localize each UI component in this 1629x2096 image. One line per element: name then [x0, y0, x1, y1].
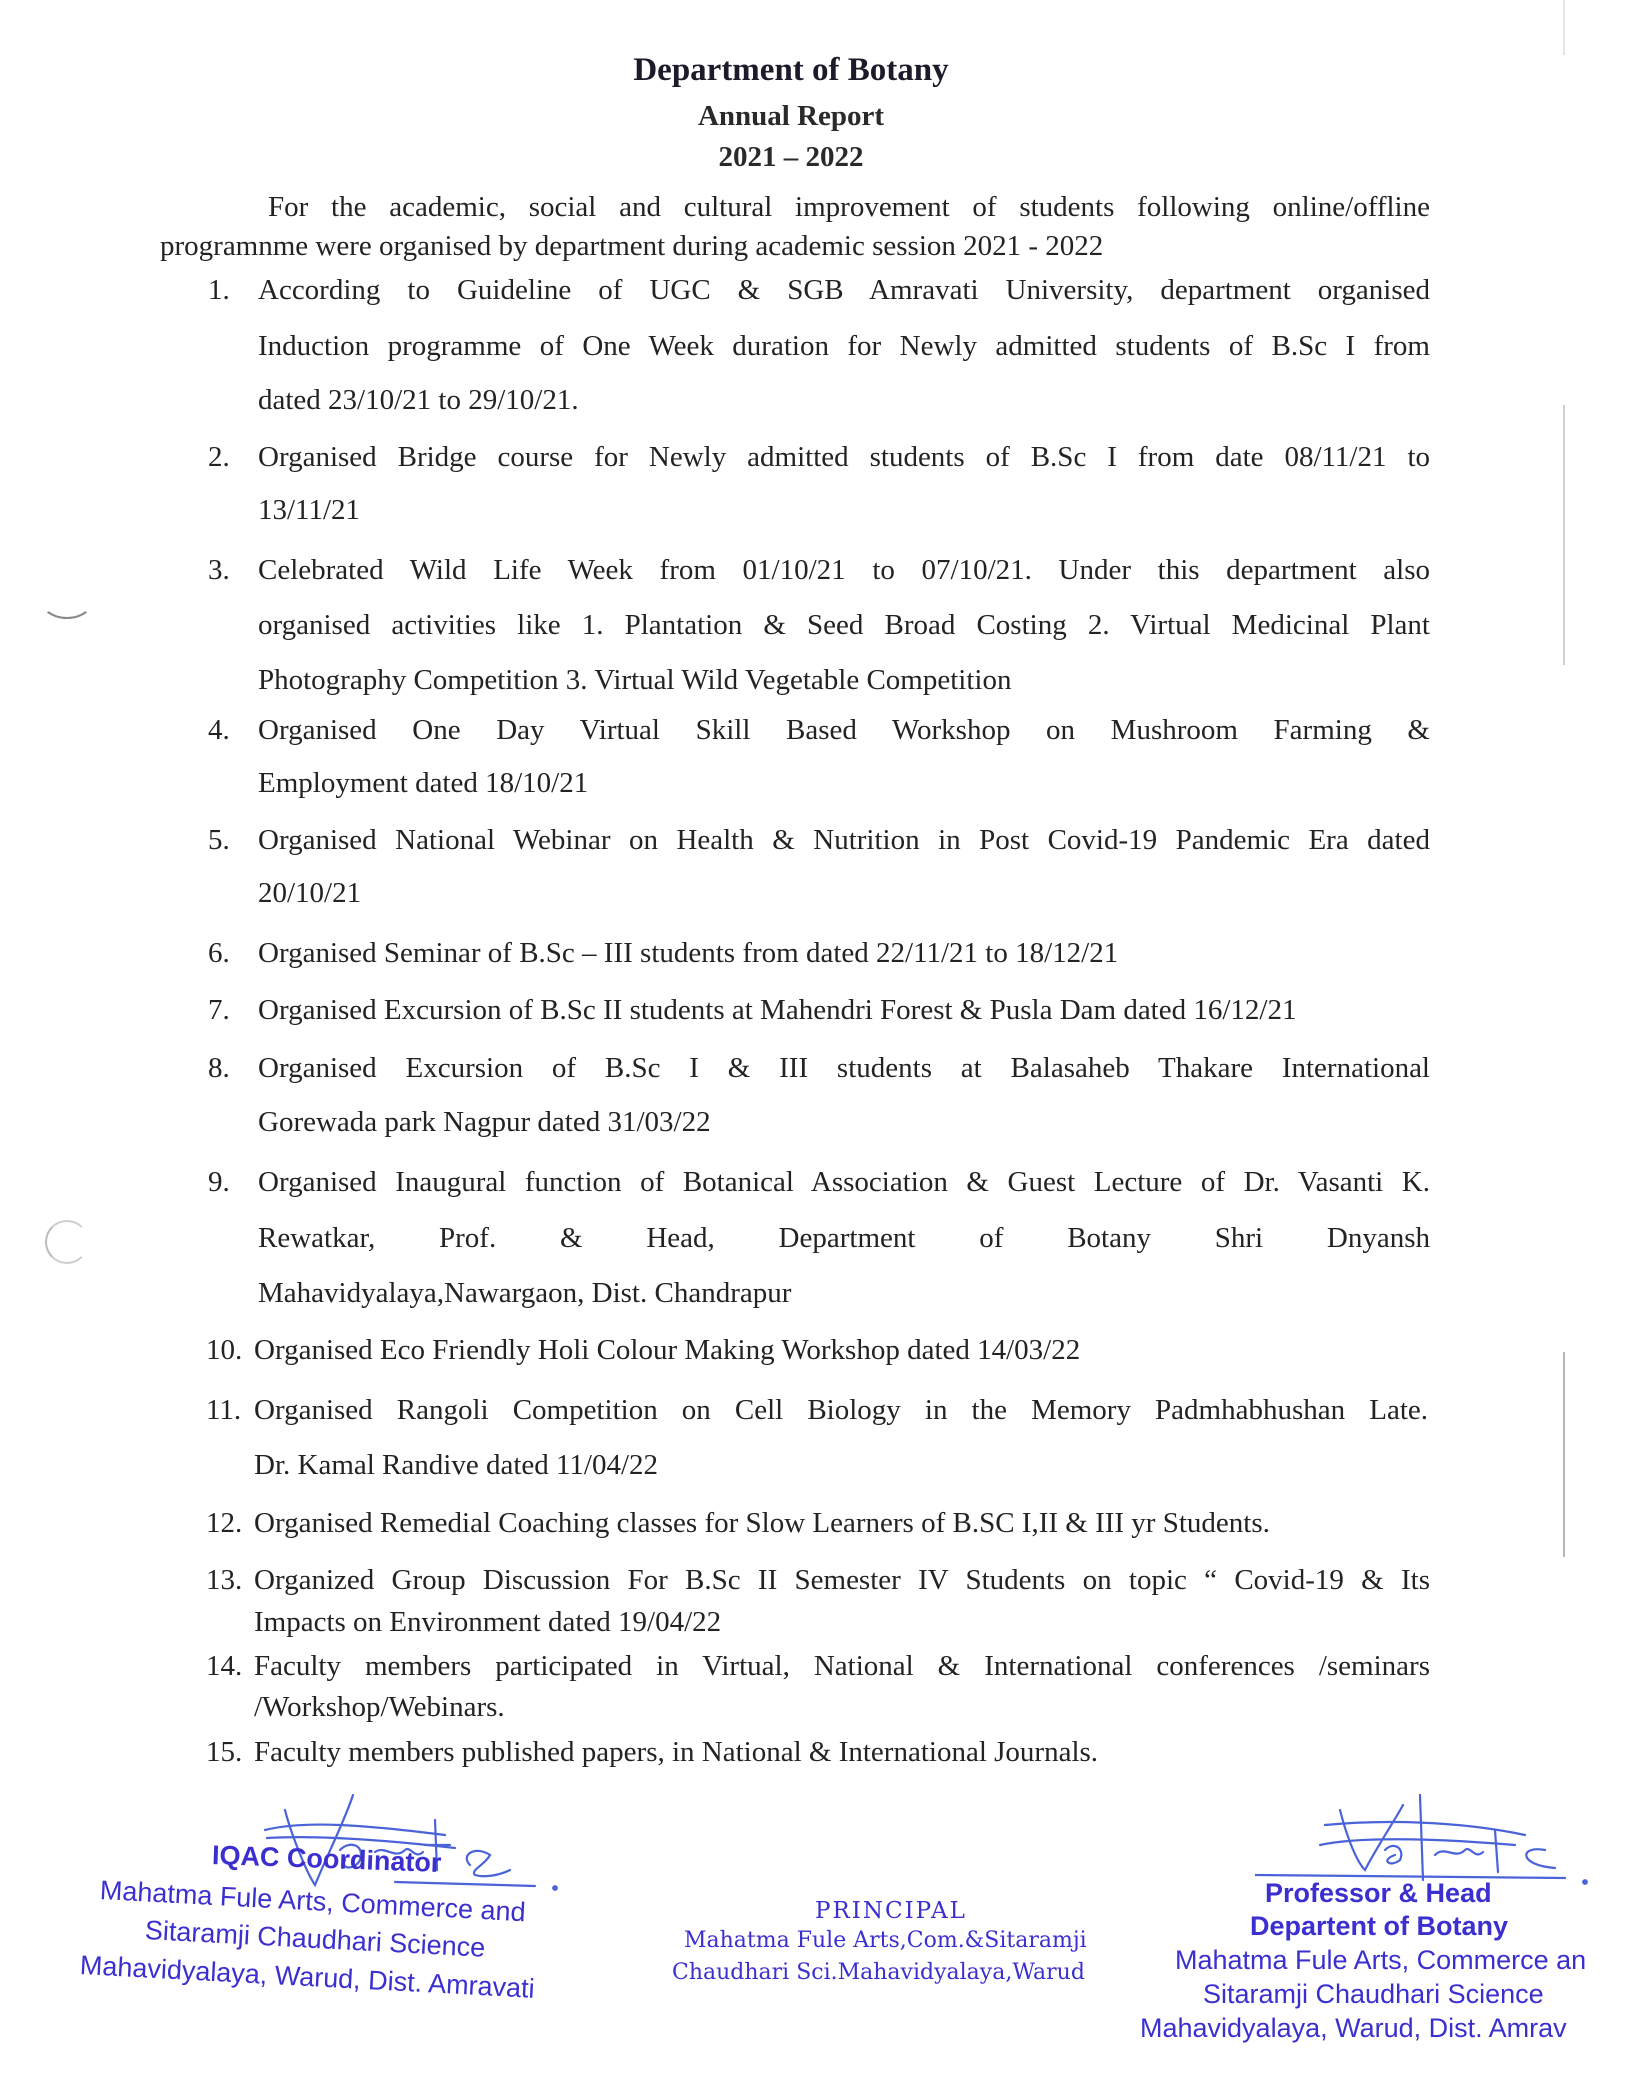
list-item-number: 6. — [208, 937, 230, 969]
list-item-line: Organised Excursion of B.Sc I & III students at Balasaheb Thakare International — [258, 1052, 1430, 1084]
list-item-line: 20/10/21 — [258, 877, 362, 909]
list-item-line: Organised National Webinar on Health & Nutrition in Post Covid-19 Pandemic Era dated — [258, 824, 1430, 856]
iqac-stamp-line: Mahatma Fule Arts, Commerce and — [99, 1875, 527, 1928]
list-item-number: 4. — [208, 714, 230, 746]
head-stamp-line: Sitaramji Chaudhari Science — [1203, 1979, 1544, 2009]
list-item-line: Faculty members participated in Virtual, National & International conferences /seminars — [254, 1650, 1430, 1682]
list-item-line: Photography Competition 3. Virtual Wild Vegetable Competition — [258, 664, 1012, 696]
head-stamp-line: Mahatma Fule Arts, Commerce an — [1175, 1945, 1587, 1975]
list-item-number: 9. — [208, 1166, 230, 1198]
scan-line-artifact — [1563, 0, 1565, 55]
list-item-line: Organised Seminar of B.Sc – III students from dated 22/11/21 to 18/12/21 — [258, 937, 1119, 969]
scan-line-artifact — [1563, 405, 1565, 665]
list-item-line: dated 23/10/21 to 29/10/21. — [258, 384, 579, 416]
list-item-line: Rewatkar, Prof. & Head, Department of Botany Shri Dnyansh — [258, 1222, 1430, 1254]
list-item-line: Celebrated Wild Life Week from 01/10/21 to 07/10/21. Under this department also — [258, 554, 1430, 586]
head-stamp-line: Mahavidyalaya, Warud, Dist. Amrav — [1140, 2013, 1567, 2043]
list-item-line: Organized Group Discussion For B.Sc II Semester IV Students on topic “ Covid-19 & Its — [254, 1564, 1430, 1596]
list-item-number: 5. — [208, 824, 230, 856]
list-item-line: Organised Excursion of B.Sc II students at Mahendri Forest & Pusla Dam dated 16/12/21 — [258, 994, 1297, 1026]
list-item-number: 14. — [206, 1650, 243, 1682]
iqac-stamp-line: Sitaramji Chaudhari Science — [144, 1915, 487, 1963]
handwritten-signature-icon — [1255, 1790, 1595, 1890]
list-item-line: Organised Bridge course for Newly admitted students of B.Sc I from date 08/11/21 to — [258, 441, 1430, 473]
principal-stamp-line: Mahatma Fule Arts,Com.&Sitaramji — [684, 1928, 1087, 1953]
list-item-number: 12. — [206, 1507, 243, 1539]
list-item-line: Gorewada park Nagpur dated 31/03/22 — [258, 1106, 711, 1138]
list-item-number: 7. — [208, 994, 230, 1026]
list-item-number: 11. — [206, 1394, 242, 1426]
list-item-line: Organised Eco Friendly Holi Colour Making Workshop dated 14/03/22 — [254, 1334, 1081, 1366]
list-item-line: Dr. Kamal Randive dated 11/04/22 — [254, 1449, 659, 1481]
document-year: 2021 – 2022 — [718, 141, 864, 173]
document-subtitle: Annual Report — [697, 100, 885, 132]
list-item-number: 8. — [208, 1052, 230, 1084]
scan-line-artifact — [1563, 1352, 1565, 1557]
list-item-line: Induction programme of One Week duration for Newly admitted students of B.Sc I from — [258, 330, 1430, 362]
document-title: Department of Botany — [633, 52, 949, 88]
iqac-stamp-line: Mahavidyalaya, Warud, Dist. Amravati — [79, 1950, 536, 2004]
list-item-line: organised activities like 1. Plantation & Seed Broad Costing 2. Virtual Medicinal Plant — [258, 609, 1430, 641]
list-item-number: 13. — [206, 1564, 243, 1596]
iqac-title: IQAC Coordinator — [211, 1840, 442, 1879]
list-item-number: 1. — [208, 274, 230, 306]
list-item-number: 3. — [208, 554, 230, 586]
list-item-line: Faculty members published papers, in National & International Journals. — [254, 1736, 1099, 1768]
list-item-line: Employment dated 18/10/21 — [258, 767, 589, 799]
list-item-line: /Workshop/Webinars. — [254, 1691, 505, 1723]
list-item-number: 10. — [206, 1334, 243, 1366]
list-item-line: Organised Rangoli Competition on Cell Biology in the Memory Padmhabhushan Late. — [254, 1394, 1428, 1426]
punch-hole-mark — [38, 575, 95, 619]
intro-line: programnme were organised by department during academic session 2021 - 2022 — [160, 230, 1104, 262]
punch-hole-mark — [45, 1220, 89, 1264]
list-item-line: 13/11/21 — [258, 494, 361, 526]
list-item-line: Impacts on Environment dated 19/04/22 — [254, 1606, 722, 1638]
list-item-line: According to Guideline of UGC & SGB Amravati University, department organised — [258, 274, 1430, 306]
head-title: Professor & Head — [1265, 1878, 1492, 1908]
list-item-line: Mahavidyalaya,Nawargaon, Dist. Chandrapur — [258, 1277, 792, 1309]
intro-line: For the academic, social and cultural improvement of students following online/offline — [268, 191, 1430, 223]
list-item-line: Organised One Day Virtual Skill Based Workshop on Mushroom Farming & — [258, 714, 1430, 746]
principal-stamp-line: Chaudhari Sci.Mahavidyalaya,Warud — [672, 1960, 1085, 1985]
list-item-line: Organised Remedial Coaching classes for Slow Learners of B.SC I,II & III yr Students. — [254, 1507, 1270, 1539]
list-item-number: 15. — [206, 1736, 243, 1768]
principal-title: PRINCIPAL — [815, 1898, 967, 1924]
list-item-number: 2. — [208, 441, 230, 473]
list-item-line: Organised Inaugural function of Botanical Association & Guest Lecture of Dr. Vasanti K. — [258, 1166, 1430, 1198]
head-department: Departent of Botany — [1250, 1911, 1509, 1941]
